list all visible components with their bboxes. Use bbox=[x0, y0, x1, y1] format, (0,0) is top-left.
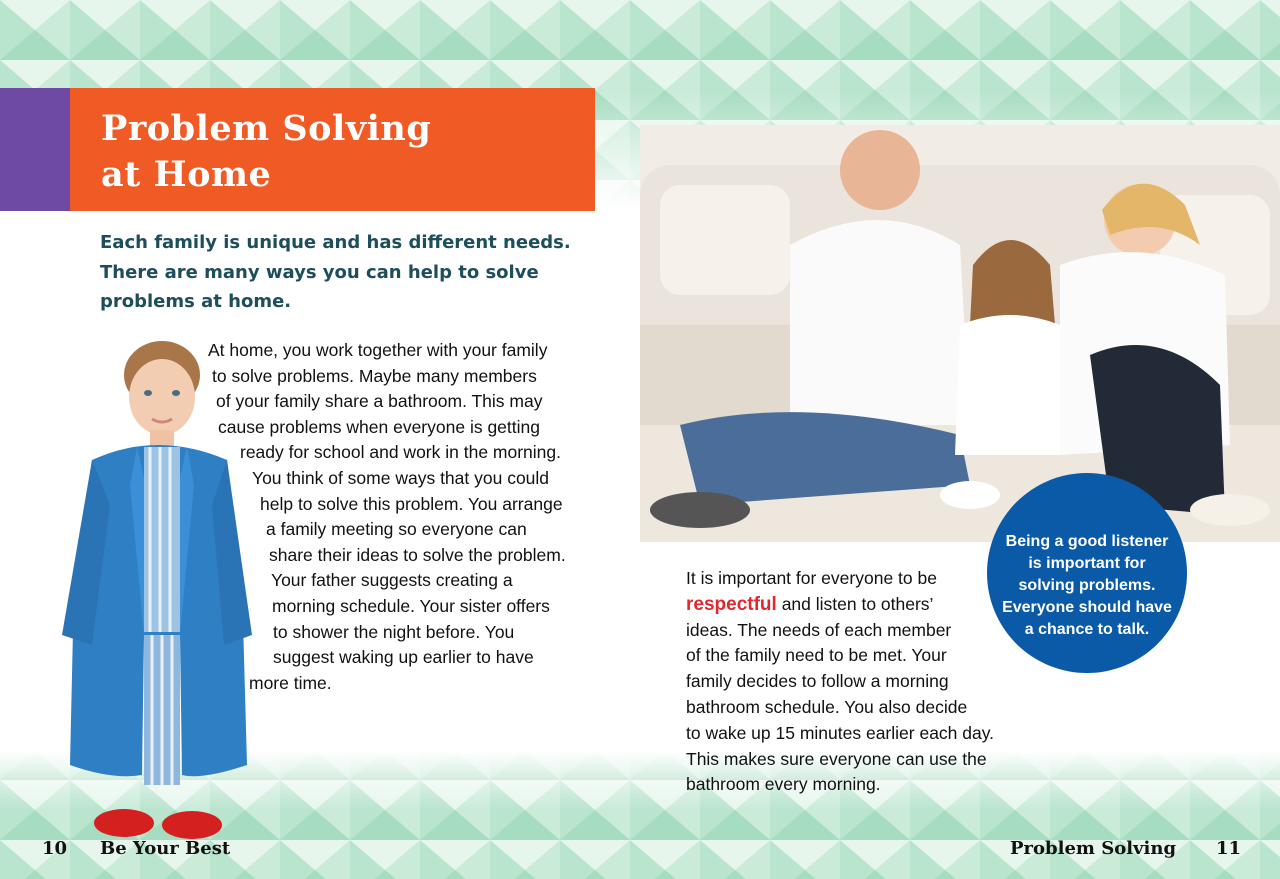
title-banner bbox=[70, 88, 595, 211]
body-line: to shower the night before. You bbox=[273, 621, 515, 642]
body-line: Your father suggests creating a bbox=[271, 570, 513, 591]
vocabulary-word: respectful bbox=[686, 593, 777, 615]
lead-paragraph bbox=[100, 228, 620, 317]
body-line: bathroom schedule. You also decide bbox=[686, 696, 968, 717]
body-line: to wake up 15 minutes earlier each day. bbox=[686, 722, 995, 743]
body-line: You think of some ways that you could bbox=[252, 467, 550, 488]
lead-line: Each family is unique and has different needs. bbox=[100, 232, 571, 253]
body-line: more time. bbox=[249, 672, 332, 693]
body-line: bathroom every morning. bbox=[686, 774, 881, 795]
boy-in-bathrobe-image bbox=[52, 335, 262, 845]
lead-line: There are many ways you can help to solve bbox=[100, 261, 539, 283]
body-line: ready for school and work in the morning. bbox=[240, 442, 561, 463]
page-title-line-2: at Home bbox=[101, 154, 272, 195]
body-line-rest: and listen to others’ bbox=[781, 593, 934, 614]
body-line: This makes sure everyone can use the bbox=[686, 748, 987, 769]
body-line: of the family need to be met. Your bbox=[686, 645, 947, 666]
title-accent-tab bbox=[0, 88, 70, 211]
right-body-text bbox=[686, 566, 1026, 798]
body-line: share their ideas to solve the problem. bbox=[269, 544, 566, 565]
left-footer-title: Be Your Best bbox=[100, 838, 231, 859]
body-line: It is important for everyone to be bbox=[686, 568, 937, 588]
body-line: to solve problems. Maybe many members bbox=[212, 365, 537, 386]
right-footer-title: Problem Solving bbox=[1010, 838, 1177, 859]
body-line bbox=[686, 592, 1026, 618]
page-title-line-1: Problem Solving bbox=[101, 108, 432, 149]
left-page-number: 10 bbox=[42, 838, 68, 859]
lead-line: problems at home. bbox=[100, 291, 292, 312]
body-line: of your family share a bathroom. This may bbox=[216, 391, 543, 412]
body-line: ideas. The needs of each member bbox=[686, 619, 952, 640]
right-page-number: 11 bbox=[1216, 838, 1242, 859]
body-line: cause problems when everyone is getting bbox=[218, 416, 540, 437]
body-line: help to solve this problem. You arrange bbox=[260, 493, 563, 514]
body-line: family decides to follow a morning bbox=[686, 671, 949, 692]
callout-bubble: Being a good listener is important for solving problems. Everyone should have a chance to talk. bbox=[987, 473, 1187, 673]
body-line: a family meeting so everyone can bbox=[266, 519, 527, 540]
body-line: morning schedule. Your sister offers bbox=[272, 595, 550, 616]
body-line: suggest waking up earlier to have bbox=[273, 647, 534, 668]
family-on-sofa-photo bbox=[640, 125, 1280, 542]
body-line: At home, you work together with your family bbox=[208, 340, 548, 360]
